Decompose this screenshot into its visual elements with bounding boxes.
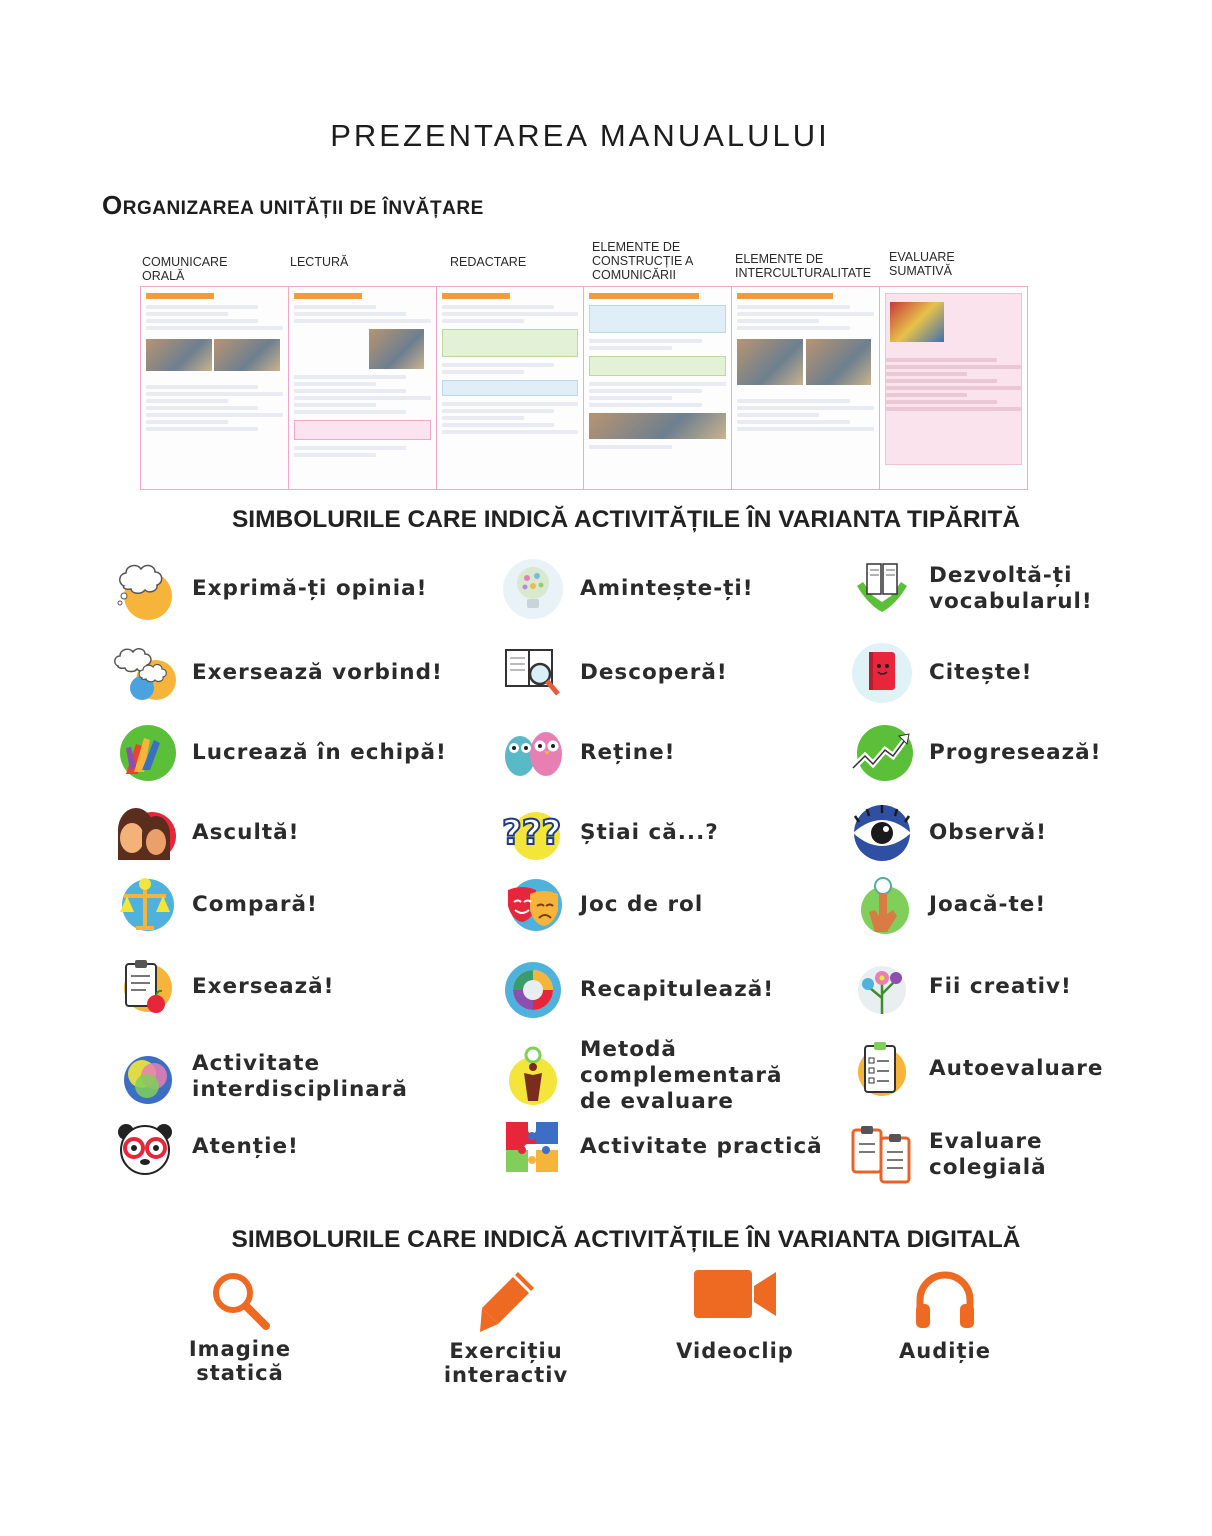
print-symbols-heading: SIMBOLURILE CARE INDICĂ ACTIVITĂȚILE ÎN VARIANTA TIPĂRITĂ [231, 506, 1021, 533]
red-book-icon [849, 640, 915, 706]
symbol-label: Ascultă! [192, 820, 300, 845]
symbol-activitate-interdisciplinara [112, 1044, 408, 1110]
symbol-compara [112, 872, 318, 938]
subtitle-rest: RGANIZAREA UNITĂȚII DE ÎNVĂȚARE [122, 198, 484, 219]
symbol-descopera [500, 640, 728, 706]
two-clipboards-icon [849, 1122, 915, 1188]
finger-play-icon [849, 872, 915, 938]
symbol-label: Amintește-ți! [580, 576, 754, 601]
label-comunicare-orala: COMUNICARE ORALĂ [142, 255, 228, 283]
headphones-icon [912, 1268, 978, 1334]
clipboard-apple-icon [112, 954, 178, 1020]
thought-cloud-icon [112, 556, 178, 622]
section-subtitle [102, 190, 484, 221]
symbol-label: Lucrează în echipă! [192, 740, 447, 765]
symbol-label: Știai că...? [580, 820, 719, 845]
digital-auditie [880, 1268, 1010, 1363]
subtitle-initial: O [102, 190, 123, 220]
lightbulb-icon [500, 556, 566, 622]
digital-symbols-heading: SIMBOLURILE CARE INDICĂ ACTIVITĂȚILE ÎN VARIANTA DIGITALĂ [231, 1226, 1021, 1253]
digital-label: Videoclip [676, 1339, 794, 1363]
symbol-label: Metodă complementară de evaluare [580, 1037, 783, 1114]
symbol-label: Recapitulează! [580, 977, 775, 1002]
symbol-recapituleaza [500, 957, 774, 1023]
symbol-citeste [849, 640, 1032, 706]
symbol-label: Dezvoltă-ți vocabularul! [929, 563, 1093, 614]
symbol-label: Fii creativ! [929, 974, 1072, 999]
digital-exercitiu-interactiv [396, 1268, 616, 1387]
symbol-label: Progresează! [929, 740, 1102, 765]
video-camera-icon [692, 1268, 778, 1320]
svg-text:???: ??? [502, 813, 562, 853]
symbol-retine [500, 720, 675, 786]
panda-glasses-icon [112, 1114, 178, 1180]
symbol-exprima-opinia [112, 556, 427, 622]
magnifier-book-icon [500, 640, 566, 706]
symbol-asculta [112, 800, 299, 866]
symbol-joc-de-rol [500, 872, 703, 938]
owls-icon [500, 720, 566, 786]
symbol-label: Descoperă! [580, 660, 728, 685]
digital-label: Imagine statică [188, 1337, 292, 1385]
checklist-icon [849, 1036, 915, 1102]
page-title: PREZENTAREA MANUALULUI [330, 118, 830, 153]
label-lectura: LECTURĂ [290, 255, 349, 269]
digital-label: Exercițiu interactiv [443, 1339, 569, 1387]
progress-arrow-icon [849, 720, 915, 786]
cycle-arrows-icon [500, 957, 566, 1023]
page-thumbnail-evaluare [880, 287, 1027, 489]
symbol-label: Joc de rol [580, 892, 704, 917]
label-redactare: REDACTARE [450, 255, 527, 269]
symbol-label: Joacă-te! [929, 892, 1047, 917]
speech-clouds-icon [112, 640, 178, 706]
page-thumbnail-redactare [437, 287, 585, 489]
symbol-label: Exersează! [192, 974, 335, 999]
symbol-lucreaza-in-echipa [112, 720, 447, 786]
page-thumbnail-comunicare [141, 287, 289, 489]
symbol-aminteste [500, 556, 754, 622]
symbol-label: Atenție! [192, 1134, 299, 1159]
label-evaluare-sumativa: EVALUARE SUMATIVĂ [889, 250, 955, 278]
question-marks-icon [500, 800, 566, 866]
page-thumbnail-constructie [584, 287, 732, 489]
symbol-progreseaza [849, 720, 1101, 786]
symbol-evaluare-colegiala [849, 1122, 1047, 1188]
label-elemente-constructie: ELEMENTE DE CONSTRUCȚIE A COMUNICĂRII [592, 240, 694, 282]
pencil-icon [474, 1268, 538, 1334]
digital-videoclip [670, 1268, 800, 1363]
listening-faces-icon [112, 800, 178, 866]
symbol-label: Compară! [192, 892, 318, 917]
page-thumbnail-lectura [289, 287, 437, 489]
balance-scale-icon [112, 872, 178, 938]
open-book-hands-icon [849, 556, 915, 622]
symbol-exerseaza [112, 954, 334, 1020]
magnifier-icon [208, 1268, 272, 1332]
symbol-stiai-ca [500, 800, 719, 866]
eye-icon [849, 800, 915, 866]
symbol-autoevaluare [849, 1036, 1103, 1102]
symbol-label: Evaluare colegială [929, 1129, 1047, 1180]
color-circles-icon [112, 1044, 178, 1110]
symbol-atentie [112, 1114, 299, 1180]
label-interculturalitate: ELEMENTE DE INTERCULTURALITATE [735, 252, 872, 280]
symbol-label: Activitate interdisciplinară [192, 1051, 408, 1102]
symbol-label: Citește! [929, 660, 1033, 685]
symbol-observa [849, 800, 1047, 866]
symbol-label: Activitate practică [580, 1134, 823, 1159]
symbol-activitate-practica [500, 1114, 823, 1180]
symbol-label: Reține! [580, 740, 676, 765]
manual-pages-strip [140, 286, 1028, 490]
symbol-fii-creativ [849, 954, 1072, 1020]
digital-label: Audiție [899, 1339, 991, 1363]
digital-imagine-statica [150, 1268, 330, 1385]
symbol-label: Observă! [929, 820, 1047, 845]
symbol-label: Exprimă-ți opinia! [192, 576, 428, 601]
symbol-exerseaza-vorbind [112, 640, 443, 706]
team-hands-icon [112, 720, 178, 786]
page-thumbnail-interculturalitate [732, 287, 880, 489]
puzzle-icon [500, 1114, 566, 1180]
symbol-label: Autoevaluare [929, 1056, 1104, 1081]
symbol-dezvolta-vocabularul [849, 556, 1093, 622]
figure-lightbulb-icon [500, 1043, 566, 1109]
symbol-joaca-te [849, 872, 1046, 938]
symbol-metoda-complementara [500, 1037, 782, 1115]
theatre-masks-icon [500, 872, 566, 938]
symbol-label: Exersează vorbind! [192, 660, 443, 685]
flowers-icon [849, 954, 915, 1020]
